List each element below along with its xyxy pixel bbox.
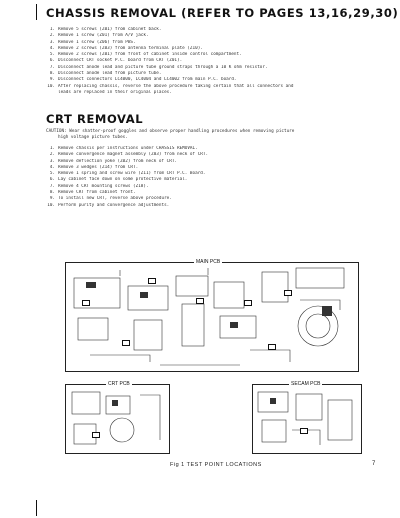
step-text: Remove chassis per instructions under CHASSIS REMOVAL. <box>58 146 198 151</box>
step-text: Remove 1 screw (Z01) from A/V jack. <box>58 33 149 39</box>
step-number: 2. <box>49 33 55 39</box>
step-text: Remove CRT from cabinet front. <box>58 190 136 196</box>
crt-removal-heading: CRT REMOVAL <box>46 112 144 126</box>
step-text: Remove 5 screws (Z01) from cabinet back. <box>58 27 162 32</box>
test-point-marker <box>82 300 90 306</box>
step-text: Remove convergence magnet assembly (Z03) from neck of CRT. <box>58 152 209 158</box>
test-point-marker <box>148 278 156 284</box>
test-point-marker <box>92 432 100 438</box>
test-point-marker <box>300 428 308 434</box>
test-point-marker <box>122 340 130 346</box>
step-text: Disconnect CRT socket P.C. board from CRT (Z01). <box>58 58 183 64</box>
step-number: 1. <box>49 27 55 32</box>
page-number: 7 <box>372 461 376 467</box>
step-number: 5. <box>49 52 55 58</box>
step-number: 3. <box>49 158 55 164</box>
step-text: Remove 4 CRT mounting screws (Z18). <box>58 183 149 189</box>
step-number: 10. <box>47 202 55 208</box>
crt-pcb-label: CRT PCB <box>108 381 130 387</box>
step-text: Disconnect anode lead and picture tube ground straps through a 10 K ohm resistor. <box>58 64 268 70</box>
step-text: To install new CRT, reverse above procedure. <box>58 196 172 202</box>
secam-pcb-label: SECAM PCB <box>291 381 321 387</box>
step-number: 1. <box>49 146 55 151</box>
step-text: Disconnect connectors LC4000, LC4004 and LC4002 from main P.C. board. <box>58 77 237 83</box>
step-number: 9. <box>49 196 55 202</box>
step-text: leads are replaced in their original places. <box>58 89 172 95</box>
step-number: 9. <box>49 77 55 83</box>
step-text: Remove 2 screws (Z01) from front of cabinet inside control compartment. <box>58 52 242 58</box>
test-point-marker <box>284 290 292 296</box>
chassis-removal-heading: CHASSIS REMOVAL (REFER TO PAGES 13,16,29,30) <box>46 6 399 20</box>
test-point-marker <box>244 300 252 306</box>
step-text: Remove 3 wedges (Z14) from CRT. <box>58 164 139 170</box>
test-point-marker <box>268 344 276 350</box>
step-number: 3. <box>49 39 55 45</box>
figure-caption: Fig 1 TEST POINT LOCATIONS <box>170 462 262 468</box>
step-text: Lay cabinet face down on some protective material. <box>58 177 188 183</box>
step-number: 7. <box>49 183 55 189</box>
step-number: 7. <box>49 64 55 70</box>
step-number: 8. <box>49 71 55 77</box>
step-number: 4. <box>49 45 55 51</box>
step-number: 10. <box>47 83 55 89</box>
step-number: 5. <box>49 171 55 177</box>
caution-text: CAUTION: Wear shatter-proof goggles and observe proper handling procedures when removing picture <box>46 129 295 134</box>
caution-text-continued: high voltage picture tubes. <box>58 135 128 141</box>
step-text: Perform purity and convergence adjustments. <box>58 202 170 208</box>
step-text: Remove deflection yoke (Z02) from neck of CRT. <box>58 158 177 164</box>
step-number: 6. <box>49 177 55 183</box>
test-point-marker <box>196 298 204 304</box>
step-text: Remove 2 screws (Z03) from antenna terminal plate (Z10). <box>58 45 203 51</box>
step-text: Disconnect anode lead from picture tube. <box>58 71 162 77</box>
step-text: After replacing chassis, reverse the above procedure taking certain that all connectors and <box>58 83 294 89</box>
step-number: 2. <box>49 152 55 158</box>
step-text: Remove 1 screw (Z06) from PBS. <box>58 39 136 45</box>
step-number: 4. <box>49 164 55 170</box>
main-pcb-label: MAIN PCB <box>196 259 221 265</box>
step-text: Remove 1 spring and screw wire (Z11) from CRT P.C. Board. <box>58 171 206 177</box>
step-number: 6. <box>49 58 55 64</box>
step-number: 8. <box>49 190 55 196</box>
